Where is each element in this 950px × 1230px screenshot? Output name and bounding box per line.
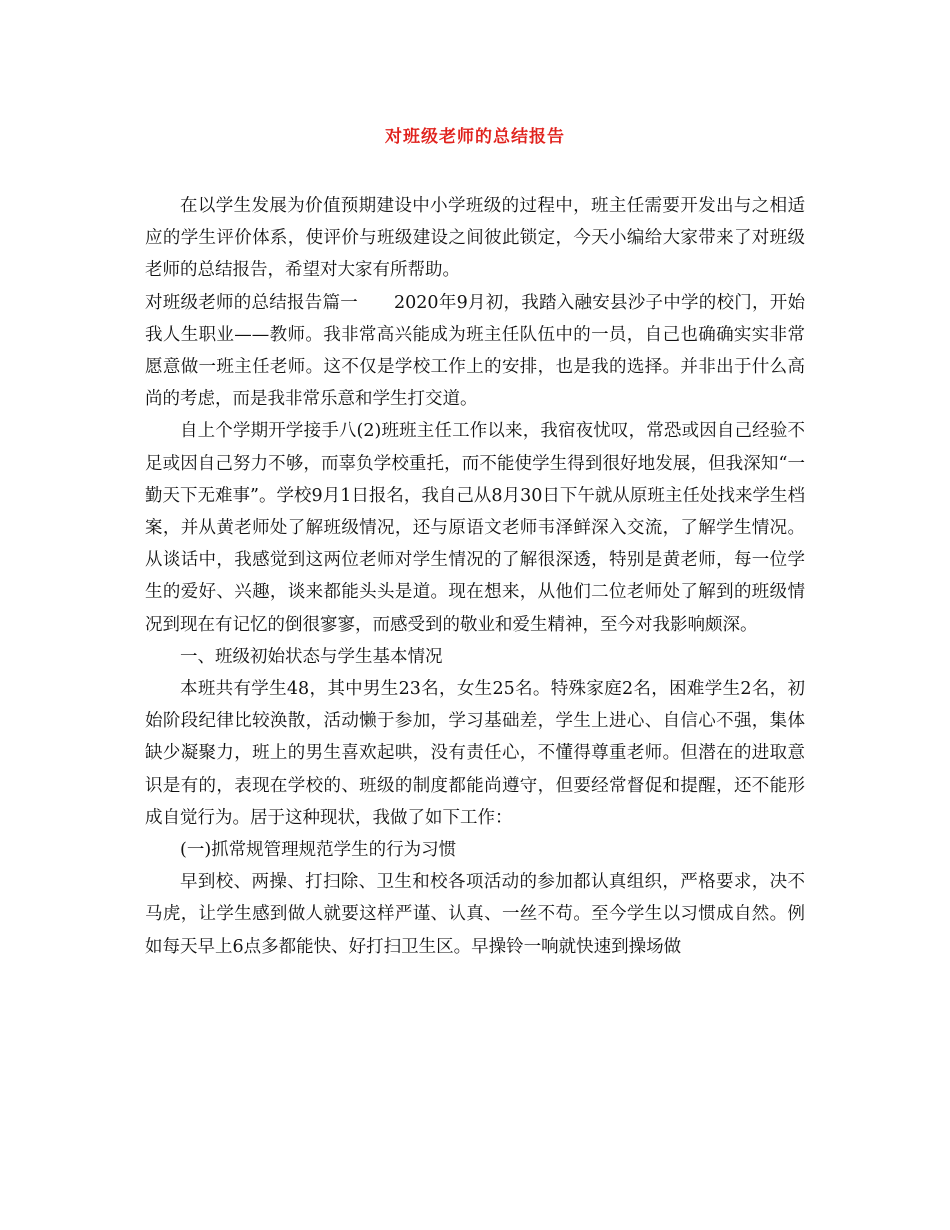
document-title: 对班级老师的总结报告 xyxy=(385,127,565,147)
heading-2: (一)抓常规管理规范学生的行为习惯 xyxy=(180,840,457,861)
section1-text: 2020年9月初，我踏入融安县沙子中学的校门，开始我人生职业——教师。我非常高兴能成为班主任队伍中的一员，自己也确确实实非常愿意做一班主任老师。这不仅是学校工作上的安排，也是我的选择。并非出于什么高尚的考虑，而是我非常乐意和学生打交道。 xyxy=(145,292,805,410)
intro-paragraph: 在以学生发展为价值预期建设中小学班级的过程中，班主任需要开发出与之相适应的学生评价体系，使评价与班级建设之间彼此锁定，今天小编给大家带来了对班级老师的总结报告，希望对大家有所帮助。 xyxy=(145,196,805,281)
paragraph-2: 自上个学期开学接手八(2)班班主任工作以来，我宿夜忧叹，常恐或因自己经验不足或因自己努力不够，而辜负学校重托，而不能使学生得到很好地发展，但我深知“一勤天下无难事”。学校9月1日报名，我自己从8月30日下午就从原班主任处找来学生档案，并从黄老师处了解班级情况，还与原语文老师韦泽鲜深入交流，了解学生情况。从谈话中，我感觉到这两位老师对学生情况的了解很深透，特别是黄老师，每一位学生的爱好、兴趣，谈来都能头头是道。现在想来，从他们二位老师处了解到的班级情况到现在有记忆的倒很寥寥，而感受到的敬业和爱生精神，至今对我影响颇深。 xyxy=(145,421,805,635)
paragraph-3: 本班共有学生48，其中男生23名，女生25名。特殊家庭2名，困难学生2名，初始阶段纪律比较涣散，活动懒于参加，学习基础差，学生上进心、自信心不强，集体缺少凝聚力，班上的男生喜欢起哄，没有责任心，不懂得尊重老师。但潜在的进取意识是有的，表现在学校的、班级的制度都能尚遵守，但要经常督促和提醒，还不能形成自觉行为。居于这种现状，我做了如下工作： xyxy=(145,679,805,828)
heading-1: 一、班级初始状态与学生基本情况 xyxy=(180,646,443,667)
section1-label: 对班级老师的总结报告篇一 xyxy=(145,292,359,313)
section1-paragraph xyxy=(145,287,805,416)
document-body xyxy=(145,190,805,963)
paragraph-4: 早到校、两操、打扫除、卫生和校各项活动的参加都认真组织，严格要求，决不马虎，让学生感到做人就要这样严谨、认真、一丝不苟。至今学生以习惯成自然。例如每天早上6点多都能快、好打扫卫生区。早操铃一响就快速到操场做 xyxy=(145,872,805,957)
